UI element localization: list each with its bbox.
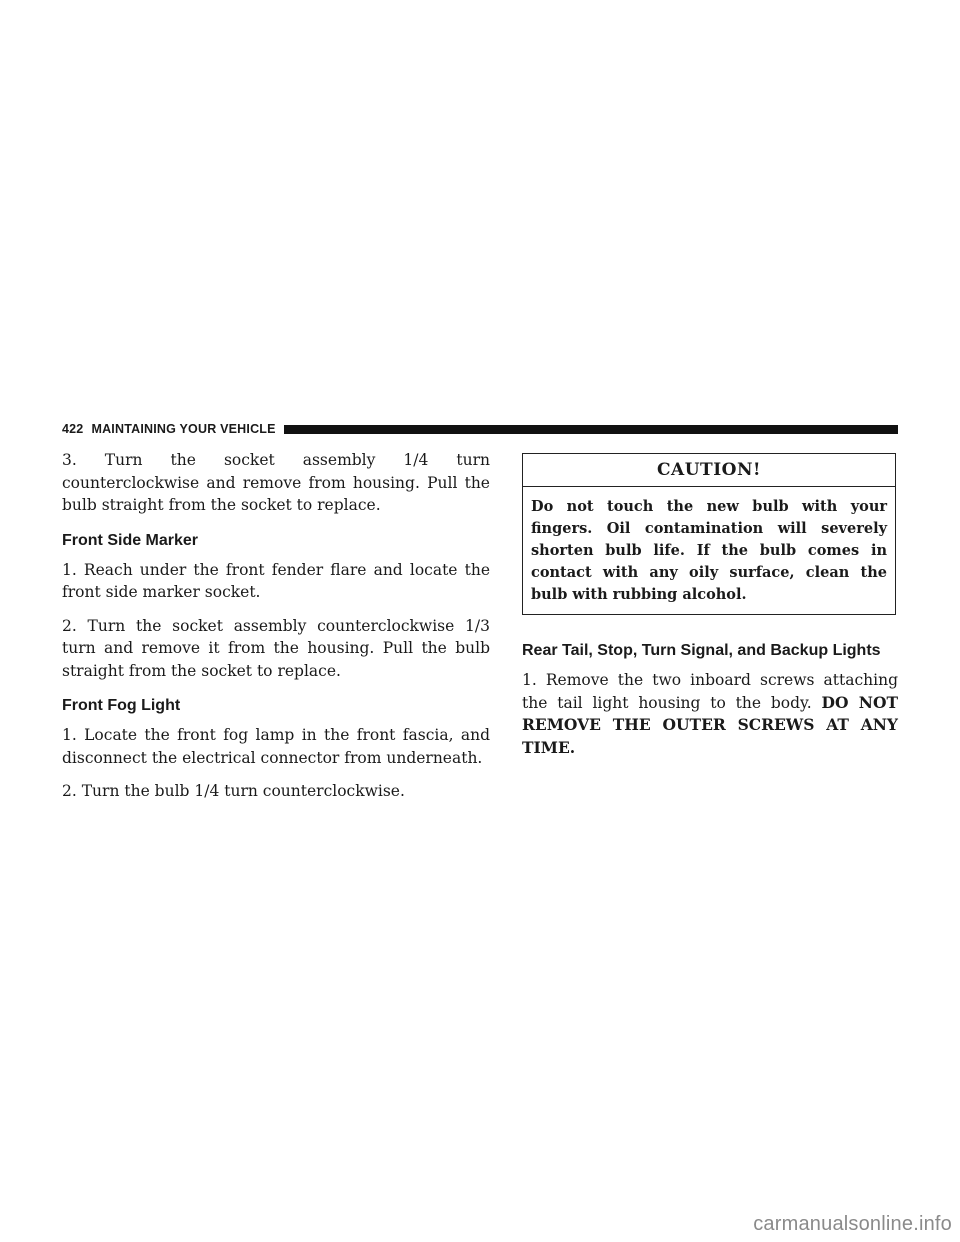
rear-lights-step1-warning: DO NOT REMOVE THE OUTER SCREWS AT ANY TIME.	[522, 692, 898, 757]
caution-title: CAUTION!	[523, 454, 895, 487]
rear-lights-step1-text: 1. Remove the two inboard screws attaching the tail light housing to the body.	[522, 671, 898, 712]
page-number: 422	[62, 422, 84, 436]
step3-paragraph: 3. Turn the socket assembly 1/4 turn counterclockwise and remove from housing. Pull the bulb straight from the socket to replace.	[62, 451, 490, 514]
section-title: MAINTAINING YOUR VEHICLE	[91, 422, 276, 436]
caution-text: Do not touch the new bulb with your fingers. Oil contamination will severely shorten bulb life. If the bulb comes in contact with any oily surface, clean the bulb with rubbing alcohol.	[531, 498, 887, 603]
page-header	[62, 421, 898, 437]
rear-lights-heading: Rear Tail, Stop, Turn Signal, and Backup Lights	[522, 642, 881, 659]
rear-lights-step1	[522, 669, 898, 759]
front-fog-light-step1: 1. Locate the front fog lamp in the front fascia, and disconnect the electrical connector from underneath.	[62, 726, 490, 767]
left-column	[62, 449, 490, 803]
right-column	[522, 449, 898, 759]
front-side-marker-heading: Front Side Marker	[62, 531, 199, 549]
front-fog-light-step2: 2. Turn the bulb 1/4 turn counterclockwise.	[62, 782, 405, 800]
caution-box	[522, 453, 896, 615]
front-fog-light-heading: Front Fog Light	[62, 697, 181, 714]
watermark-text: carmanualsonline.info	[753, 1213, 952, 1235]
header-rule	[284, 425, 898, 434]
front-side-marker-step1: 1. Reach under the front fender flare and locate the front side marker socket.	[62, 560, 490, 601]
front-side-marker-step2: 2. Turn the socket assembly counterclockwise 1/3 turn and remove it from the housing. Pull the bulb straight from the socket to replace.	[62, 616, 490, 680]
